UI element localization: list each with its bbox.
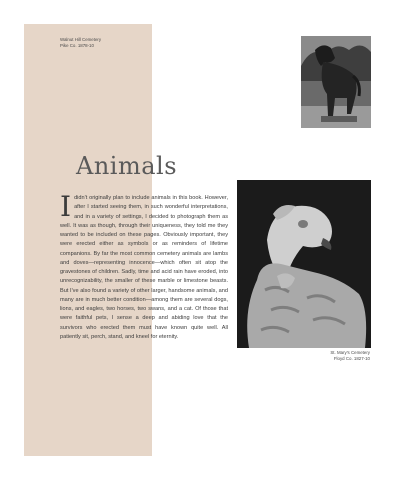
dog-statue-photo <box>301 36 371 128</box>
photo-caption-top <box>60 37 101 48</box>
caption-line: Pike Co. 1878-10 <box>60 42 94 48</box>
lamb-statue-photo <box>237 180 371 348</box>
photo-caption-bottom <box>326 350 370 361</box>
caption-line: Floyd Co. 1827-10 <box>333 355 370 361</box>
lamb-statue-image <box>237 180 371 348</box>
body-paragraph <box>60 190 228 342</box>
caption-line: Walnut Hill Cemetery <box>60 37 102 42</box>
caption-line: St. Mary's Cemetery <box>330 350 370 355</box>
dog-statue-image <box>301 36 371 128</box>
page-title: Animals <box>76 152 178 180</box>
body-text: didn't originally plan to include animals in this book. However, after I started seeing them, in such wonderful interpretations, and in a variety of settings, I decided to photograph them as well. It was as though, through their uniqueness, they told me they wanted to be included on these pages. Obviously important, they were erected either as symbols or as reminders of lifetime companions. By far the most common cemetery animals are lambs and doves—representing innocence—which often sit atop the gravestones of children. Sadly, time and acid rain have eroded, into unrecognizability, the smaller of these marble or limestone beasts. But I've also found a variety of other larger, handsome animals, and many are in much better condition—among them are several dogs, lions, and eagles, two horses, two swans, and a cat. Of those that were faithful pets, I sense a deep and abiding love that the survivors who erected them must have known quite well. All patiently sit, perch, stand, and kneel for eternity. <box>60 195 228 340</box>
drop-cap: I <box>60 190 72 223</box>
